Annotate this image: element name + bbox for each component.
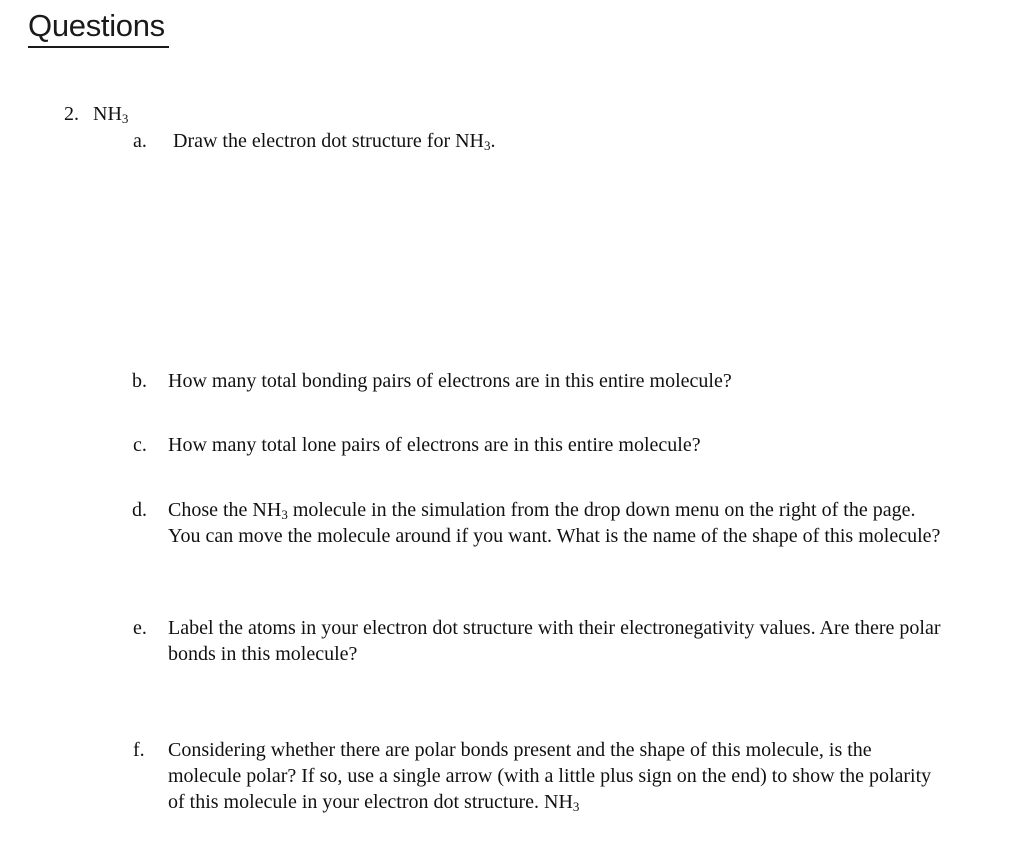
- part-f-marker: f.: [133, 739, 145, 761]
- part-f-text-main: Considering whether there are polar bonds present and the shape of this molecule, is the molecule polar? If so, use a single arrow (with a little plus sign on the end) to show the polarity of this molecule in your electron dot structure. NH: [168, 739, 932, 813]
- part-a-subscript: 3: [484, 138, 491, 153]
- part-e-marker: e.: [133, 617, 147, 639]
- title-underline: [28, 46, 169, 48]
- question-number-label: 2.: [64, 103, 79, 125]
- question-number: [64, 101, 128, 127]
- question-formula-subscript: 3: [121, 111, 129, 126]
- part-c-marker: c.: [133, 434, 147, 456]
- part-d-text: [168, 497, 948, 549]
- part-a-text-main: Draw the electron dot structure for NH: [173, 130, 484, 152]
- part-a-text: [173, 128, 953, 154]
- part-d-text-start: Chose the NH: [168, 499, 282, 521]
- part-e-text: Label the atoms in your electron dot structure with their electronegativity values. Are there polar bonds in this molecule?: [168, 617, 941, 665]
- part-b-text: How many total bonding pairs of electrons are in this entire molecule?: [168, 370, 732, 392]
- part-c-text: How many total lone pairs of electrons are in this entire molecule?: [168, 434, 701, 456]
- part-f-text: [168, 737, 948, 815]
- part-a-text-end: .: [490, 130, 496, 152]
- question-formula: NH: [93, 103, 122, 125]
- part-f-subscript: 3: [572, 799, 580, 814]
- part-d-marker: d.: [132, 499, 147, 521]
- part-b-marker: b.: [132, 370, 147, 392]
- part-d-text-main: molecule in the simulation from the drop down menu on the right of the page. You can move the molecule around if you want. What is the name of the shape of this molecule?: [168, 499, 941, 547]
- part-d-subscript: 3: [281, 507, 288, 522]
- part-a-marker: a.: [133, 130, 147, 152]
- page-title: Questions: [28, 8, 165, 43]
